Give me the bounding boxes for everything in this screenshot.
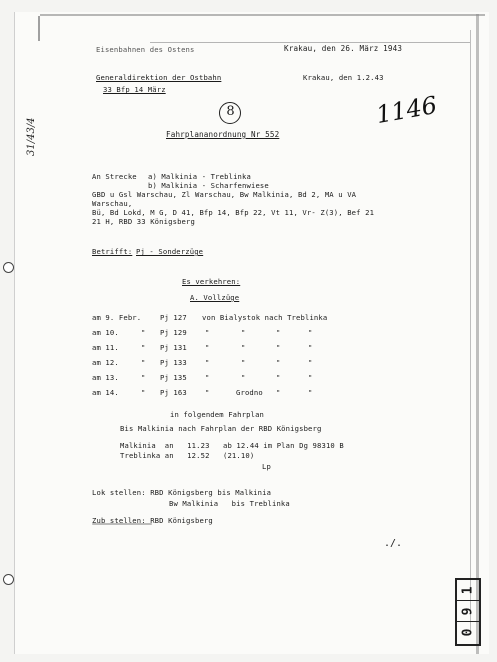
page-edge-line — [150, 42, 470, 43]
schedule-date: am 12. — [92, 358, 119, 367]
masthead: Eisenbahnen des Ostens — [96, 45, 195, 54]
recipients-label: An Strecke — [92, 172, 137, 181]
ditto-mark: " — [308, 328, 313, 337]
schedule-ditto: " — [141, 388, 146, 397]
schedule-train: Pj 163 — [160, 388, 187, 397]
margin-note: 31/43/4 — [26, 117, 37, 156]
ditto-mark: " — [308, 388, 313, 397]
reference-number: 33 Bfp 14 März — [103, 85, 166, 94]
timetable-line: Bis Malkinia nach Fahrplan der RBD Königsberg — [120, 424, 322, 433]
schedule-train: Pj 131 — [160, 343, 187, 352]
stamp-digit: 9 — [460, 607, 476, 616]
ditto-mark: " — [276, 343, 281, 352]
ditto-mark: " — [276, 388, 281, 397]
schedule-train: Pj 135 — [160, 373, 187, 382]
ditto-mark: " — [308, 373, 313, 382]
stamp-digit: 0 — [460, 628, 476, 637]
ditto-mark: " — [241, 328, 246, 337]
page-edge-top — [40, 14, 485, 16]
distribution-line-2: Warschau, — [92, 199, 133, 208]
recipients-line-a: a) Malkinia - Treblinka — [148, 172, 251, 181]
timetable-note: Lp — [262, 462, 271, 471]
punch-hole-bottom — [3, 574, 14, 585]
schedule-ditto: " — [141, 343, 146, 352]
document-title: Fahrplananordnung Nr 552 — [166, 130, 280, 139]
issuer-place-date: Krakau, den 1.2.43 — [303, 73, 384, 82]
schedule-date: am 11. — [92, 343, 119, 352]
schedule-train: Pj 133 — [160, 358, 187, 367]
schedule-train: Pj 127 — [160, 313, 187, 322]
schedule-date: am 13. — [92, 373, 119, 382]
distribution-line-3: Bü, Bd Lokd, M G, D 41, Bfp 14, Bfp 22, Vt 11, Vr- Z(3), Bef 21 — [92, 208, 375, 217]
schedule-ditto: " — [141, 373, 146, 382]
continuation-mark: ./. — [384, 538, 403, 549]
ditto-mark: " — [205, 328, 210, 337]
page-edge-right — [476, 14, 479, 654]
ditto-mark: " — [241, 358, 246, 367]
schedule-date: am 10. — [92, 328, 119, 337]
place-date: Krakau, den 26. März 1943 — [284, 44, 403, 53]
ditto-mark: " — [205, 343, 210, 352]
ditto-mark: " — [241, 373, 246, 382]
ditto-mark: " — [205, 358, 210, 367]
schedule-route: von Bialystok nach Treblinka — [202, 313, 328, 322]
ditto-mark: " — [276, 373, 281, 382]
timetable-row-malkinia: Malkinia an 11.23 ab 12.44 im Plan Dg 98310 B — [120, 441, 344, 450]
ditto-mark: " — [308, 343, 313, 352]
subject-text: Pj - Sonderzüge — [136, 247, 204, 256]
ditto-mark: " — [241, 343, 246, 352]
punch-hole-top — [3, 262, 14, 273]
schedule-ditto: " — [141, 328, 146, 337]
subsection-heading: A. Vollzüge — [190, 293, 240, 302]
locomotive-line-1: Lok stellen: RBD Königsberg bis Malkinia — [92, 488, 272, 497]
timetable-intro: in folgendem Fahrplan — [170, 410, 265, 419]
stamp-divider — [457, 621, 479, 622]
circled-number: 8 — [226, 104, 235, 119]
schedule-date: am 14. — [92, 388, 119, 397]
page-edge-right-inner — [470, 30, 471, 630]
ditto-mark: " — [308, 358, 313, 367]
section-heading: Es verkehren: — [182, 277, 241, 286]
stamp-digit: 1 — [460, 586, 476, 595]
ditto-mark: " — [205, 388, 210, 397]
stamp-divider — [457, 600, 479, 601]
recipients-line-b: b) Malkinia - Scharfenwiese — [148, 181, 269, 190]
issuer-line: Generaldirektion der Ostbahn — [96, 73, 222, 82]
timetable-row-treblinka: Treblinka an 12.52 (21.10) — [120, 451, 255, 460]
page-edge-left — [38, 16, 40, 41]
ditto-mark: " — [276, 358, 281, 367]
schedule-train: Pj 129 — [160, 328, 187, 337]
distribution-line-4: 21 H, RBD 33 Königsberg — [92, 217, 195, 226]
archive-stamp — [455, 578, 481, 646]
schedule-date: am 9. Febr. — [92, 313, 142, 322]
escort-line: Zub stellen: RBD Königsberg — [92, 516, 213, 525]
schedule-station: Grodno — [236, 388, 263, 397]
underline-smudge — [92, 523, 152, 525]
distribution-line-1: GBD u Gsl Warschau, Zl Warschau, Bw Malkinia, Bd 2, MA u VA — [92, 190, 357, 199]
ditto-mark: " — [205, 373, 210, 382]
subject-label: Betrifft: — [92, 247, 133, 256]
handwritten-number: 1146 — [374, 90, 440, 130]
locomotive-line-2: Bw Malkinia bis Treblinka — [169, 499, 290, 508]
ditto-mark: " — [276, 328, 281, 337]
schedule-ditto: " — [141, 358, 146, 367]
